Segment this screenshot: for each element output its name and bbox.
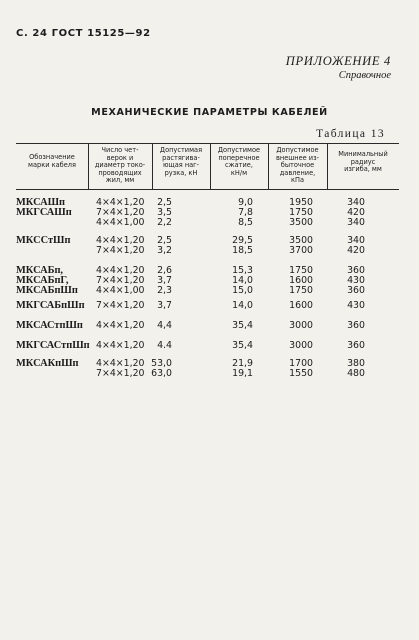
running-head: С. 24 ГОСТ 15125—92 bbox=[16, 28, 151, 39]
cell-load: 3,7 bbox=[157, 300, 172, 311]
cell-pressure: 3500 bbox=[289, 235, 313, 246]
cell-size: 4×4×1,20 bbox=[96, 197, 145, 208]
cell-size: 4×4×1,20 bbox=[96, 265, 145, 276]
cell-pressure: 1700 bbox=[289, 358, 313, 369]
cell-compression: 8,5 bbox=[238, 217, 253, 228]
cell-load: 3,2 bbox=[157, 245, 172, 256]
cell-size: 4×4×1,20 bbox=[96, 320, 145, 331]
cell-load: 4,4 bbox=[157, 320, 172, 331]
column-header-load: Допустимая растягива- ющая наг- рузка, кН bbox=[159, 146, 203, 177]
cell-compression: 14,0 bbox=[232, 300, 253, 311]
column-header-pressure: Допустимое внешнее из- быточное давление, кПа bbox=[276, 146, 319, 185]
cell-load: 2,2 bbox=[157, 217, 172, 228]
table-label: Таблица 13 bbox=[316, 128, 385, 140]
cell-size: 4×4×1,00 bbox=[96, 285, 145, 296]
cell-size: 7×4×1,20 bbox=[96, 300, 145, 311]
cell-radius: 360 bbox=[347, 285, 365, 296]
cell-radius: 420 bbox=[347, 207, 365, 218]
cell-load: 3,5 bbox=[157, 207, 172, 218]
cell-compression: 14,0 bbox=[232, 275, 253, 286]
column-header-radius: Минимальный радиус изгиба, мм bbox=[338, 150, 388, 174]
cell-size: 7×4×1,20 bbox=[96, 245, 145, 256]
cell-compression: 29,5 bbox=[232, 235, 253, 246]
cell-radius: 340 bbox=[347, 217, 365, 228]
cable-mark: МКСАБпГ, bbox=[16, 275, 69, 286]
cell-compression: 7,8 bbox=[238, 207, 253, 218]
cell-pressure: 1750 bbox=[289, 285, 313, 296]
cell-pressure: 3000 bbox=[289, 320, 313, 331]
cell-load: 63,0 bbox=[151, 368, 172, 379]
appendix-subtitle: Справочное bbox=[338, 70, 391, 81]
cell-radius: 340 bbox=[347, 235, 365, 246]
cell-size: 4×4×1,20 bbox=[96, 235, 145, 246]
cell-radius: 430 bbox=[347, 300, 365, 311]
cell-load: 4.4 bbox=[157, 340, 172, 351]
cell-pressure: 1750 bbox=[289, 207, 313, 218]
cell-pressure: 1550 bbox=[289, 368, 313, 379]
cable-mark: МКГСАБпШп bbox=[16, 300, 85, 311]
cable-mark: МКСАБпШп bbox=[16, 285, 78, 296]
cell-pressure: 1600 bbox=[289, 275, 313, 286]
column-header-mark: Обозначение марки кабеля bbox=[28, 153, 76, 169]
appendix-title: ПРИЛОЖЕНИЕ 4 bbox=[285, 54, 391, 68]
cell-size: 4×4×1,20 bbox=[96, 358, 145, 369]
table-header-rule bbox=[16, 189, 399, 190]
cell-radius: 360 bbox=[347, 320, 365, 331]
cell-radius: 430 bbox=[347, 275, 365, 286]
cell-compression: 21,9 bbox=[232, 358, 253, 369]
cell-radius: 380 bbox=[347, 358, 365, 369]
cell-compression: 19,1 bbox=[232, 368, 253, 379]
column-header-compression: Допустимое поперечное сжатие, кН/м bbox=[217, 146, 261, 177]
cable-mark: МКГСАСтпШп bbox=[16, 340, 90, 351]
document-title: МЕХАНИЧЕСКИЕ ПАРАМЕТРЫ КАБЕЛЕЙ bbox=[91, 107, 328, 118]
table-top-rule bbox=[16, 143, 399, 144]
cell-size: 4×4×1,00 bbox=[96, 217, 145, 228]
cell-radius: 360 bbox=[347, 265, 365, 276]
cable-mark: МКСАШп bbox=[16, 197, 65, 208]
cell-pressure: 3500 bbox=[289, 217, 313, 228]
cell-radius: 360 bbox=[347, 340, 365, 351]
cell-compression: 15,0 bbox=[232, 285, 253, 296]
cell-pressure: 1600 bbox=[289, 300, 313, 311]
cell-load: 2,5 bbox=[157, 197, 172, 208]
cell-compression: 15,3 bbox=[232, 265, 253, 276]
cell-compression: 35,4 bbox=[232, 340, 253, 351]
cell-pressure: 3000 bbox=[289, 340, 313, 351]
cell-pressure: 1750 bbox=[289, 265, 313, 276]
cell-radius: 340 bbox=[347, 197, 365, 208]
cell-pressure: 3700 bbox=[289, 245, 313, 256]
cable-mark: МКСАСтпШп bbox=[16, 320, 83, 331]
cable-mark: МКССтШп bbox=[16, 235, 71, 246]
cable-mark: МКСАБп, bbox=[16, 265, 64, 276]
cell-size: 7×4×1,20 bbox=[96, 207, 145, 218]
cell-load: 53,0 bbox=[151, 358, 172, 369]
cell-load: 2,6 bbox=[157, 265, 172, 276]
cell-radius: 420 bbox=[347, 245, 365, 256]
column-header-size: Число чет- верок и диаметр токо- проводящих жил, мм bbox=[94, 146, 146, 185]
cell-radius: 480 bbox=[347, 368, 365, 379]
cell-load: 3,7 bbox=[157, 275, 172, 286]
cell-pressure: 1950 bbox=[289, 197, 313, 208]
cell-size: 4×4×1,20 bbox=[96, 340, 145, 351]
cable-mark: МКГСАШп bbox=[16, 207, 72, 218]
cell-load: 2,5 bbox=[157, 235, 172, 246]
cable-mark: МКСАКпШп bbox=[16, 358, 79, 369]
cell-size: 7×4×1,20 bbox=[96, 275, 145, 286]
cell-compression: 9,0 bbox=[238, 197, 253, 208]
cell-compression: 18,5 bbox=[232, 245, 253, 256]
cell-size: 7×4×1,20 bbox=[96, 368, 145, 379]
cell-compression: 35,4 bbox=[232, 320, 253, 331]
appendix-block bbox=[286, 54, 391, 81]
cell-load: 2,3 bbox=[157, 285, 172, 296]
